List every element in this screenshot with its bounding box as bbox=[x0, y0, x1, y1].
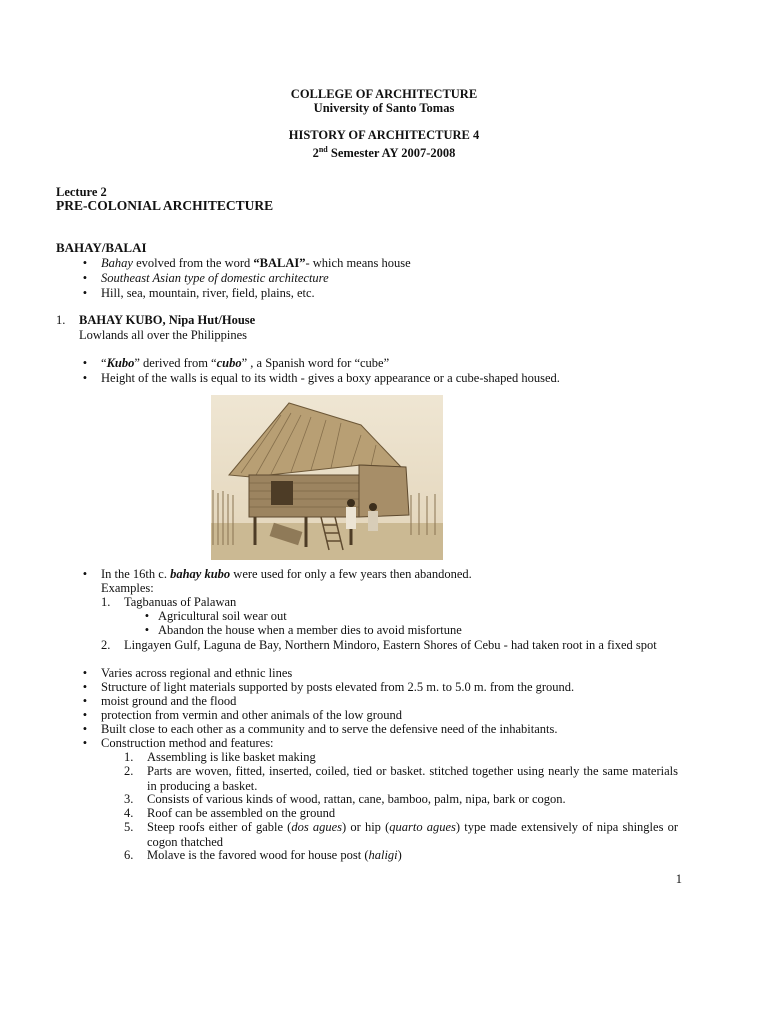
bahay-bullet-1 bbox=[101, 256, 411, 271]
semester-number: 2 bbox=[312, 146, 319, 161]
example-1-point-b: Abandon the house when a member dies to avoid misfortune bbox=[158, 623, 462, 637]
university-name: University of Santo Tomas bbox=[313, 101, 455, 115]
bahay-heading: BAHAY/BALAI bbox=[56, 240, 147, 255]
kubo-quote: “ bbox=[101, 356, 107, 370]
example-1-point-a: Agricultural soil wear out bbox=[158, 609, 287, 623]
bullet-icon: • bbox=[82, 736, 88, 750]
section-heading: BAHAY KUBO, Nipa Hut/House bbox=[79, 313, 256, 327]
example-2: Lingayen Gulf, Laguna de Bay, Northern Mindoro, Eastern Shores of Cebu - had taken root in a fixed spot bbox=[124, 638, 657, 652]
height-bullet: Height of the walls is equal to its width - gives a boxy appearance or a cube-shaped housed. bbox=[101, 371, 560, 385]
construction-number: 3. bbox=[124, 792, 134, 806]
lecture-number: Lecture 2 bbox=[56, 185, 107, 199]
history-post: were used for only a few years then abandoned. bbox=[230, 567, 472, 581]
bahay-bullet-2: Southeast Asian type of domestic architecture bbox=[101, 271, 329, 285]
nipa-hut-illustration bbox=[211, 395, 443, 560]
bullet-icon: • bbox=[82, 680, 88, 694]
construction-item-1: Assembling is like basket making bbox=[147, 750, 316, 764]
hip-term: quarto agues bbox=[389, 820, 456, 834]
example-1: Tagbanuas of Palawan bbox=[124, 595, 237, 609]
construction-item-4: Roof can be assembled on the ground bbox=[147, 806, 336, 820]
construction-number: 6. bbox=[124, 848, 134, 862]
example-2-number: 2. bbox=[101, 638, 111, 652]
bullet-icon: • bbox=[82, 286, 88, 300]
nipa-hut-photo bbox=[211, 395, 443, 560]
cubo-word: cubo bbox=[216, 356, 242, 370]
bullet-icon: • bbox=[82, 694, 88, 708]
haligi-term: haligi bbox=[368, 848, 398, 862]
bullet-icon: • bbox=[82, 666, 88, 680]
c5-post: ) type made extensively of nipa shingles or cogon thatched bbox=[147, 820, 679, 849]
history-lead bbox=[101, 567, 472, 582]
balai-word: “BALAI” bbox=[253, 256, 306, 270]
lecture-title: PRE-COLONIAL ARCHITECTURE bbox=[56, 198, 274, 213]
construction-number: 2. bbox=[124, 764, 134, 778]
construction-number: 5. bbox=[124, 820, 134, 834]
course-title: HISTORY OF ARCHITECTURE 4 bbox=[288, 128, 480, 142]
page-number: 1 bbox=[675, 872, 682, 886]
construction-item-3: Consists of various kinds of wood, rattan, cane, bamboo, palm, nipa, bark or cogon. bbox=[147, 792, 566, 806]
semester-line bbox=[0, 143, 768, 161]
history-pre: In the 16th c. bbox=[101, 567, 171, 581]
bahay-end: - which means house bbox=[305, 256, 411, 270]
feature-item: Construction method and features: bbox=[101, 736, 274, 750]
college-title: COLLEGE OF ARCHITECTURE bbox=[290, 87, 478, 101]
bullet-icon: • bbox=[82, 356, 88, 370]
feature-item: moist ground and the flood bbox=[101, 694, 237, 708]
kubo-word: Kubo bbox=[106, 356, 135, 370]
kubo-bullet bbox=[101, 356, 389, 371]
feature-item: Built close to each other as a community and to serve the defensive need of the inhabitants. bbox=[101, 722, 558, 736]
examples-label: Examples: bbox=[101, 581, 154, 595]
bahay-mid: evolved from the word bbox=[132, 256, 254, 270]
section-number: 1. bbox=[56, 313, 66, 327]
construction-item-6 bbox=[147, 848, 402, 863]
example-1-number: 1. bbox=[101, 595, 111, 609]
feature-item: Varies across regional and ethnic lines bbox=[101, 666, 293, 680]
bullet-icon: • bbox=[82, 371, 88, 385]
bahay-word: Bahay bbox=[101, 256, 133, 270]
semester-superscript: nd bbox=[318, 145, 328, 154]
bullet-icon: • bbox=[82, 271, 88, 285]
bullet-icon: • bbox=[82, 722, 88, 736]
bullet-icon: • bbox=[82, 256, 88, 270]
bullet-icon: • bbox=[144, 609, 150, 623]
feature-item: Structure of light materials supported by posts elevated from 2.5 m. to 5.0 m. from the ground. bbox=[101, 680, 575, 694]
bahay-bullet-3: Hill, sea, mountain, river, field, plains, etc. bbox=[101, 286, 315, 300]
construction-item-2: Parts are woven, fitted, inserted, coiled, tied or basket. stitched together using nearly the same materials in producing a basket. bbox=[147, 764, 678, 793]
bullet-icon: • bbox=[144, 623, 150, 637]
c5-pre: Steep roofs either of gable ( bbox=[147, 820, 292, 834]
kubo-end: ” , a Spanish word for “cube” bbox=[241, 356, 390, 370]
construction-number: 1. bbox=[124, 750, 134, 764]
section-subheading: Lowlands all over the Philippines bbox=[79, 328, 248, 342]
construction-item-5 bbox=[147, 820, 678, 849]
semester-text: Semester AY 2007-2008 bbox=[327, 146, 456, 161]
c6-post: ) bbox=[397, 848, 402, 862]
bullet-icon: • bbox=[82, 567, 88, 581]
bullet-icon: • bbox=[82, 708, 88, 722]
kubo-mid: ” derived from “ bbox=[134, 356, 217, 370]
gable-term: dos agues bbox=[291, 820, 343, 834]
construction-number: 4. bbox=[124, 806, 134, 820]
feature-item: protection from vermin and other animals of the low ground bbox=[101, 708, 402, 722]
c5-mid: ) or hip ( bbox=[342, 820, 390, 834]
c6-pre: Molave is the favored wood for house post ( bbox=[147, 848, 369, 862]
bahay-kubo-term: bahay kubo bbox=[170, 567, 231, 581]
